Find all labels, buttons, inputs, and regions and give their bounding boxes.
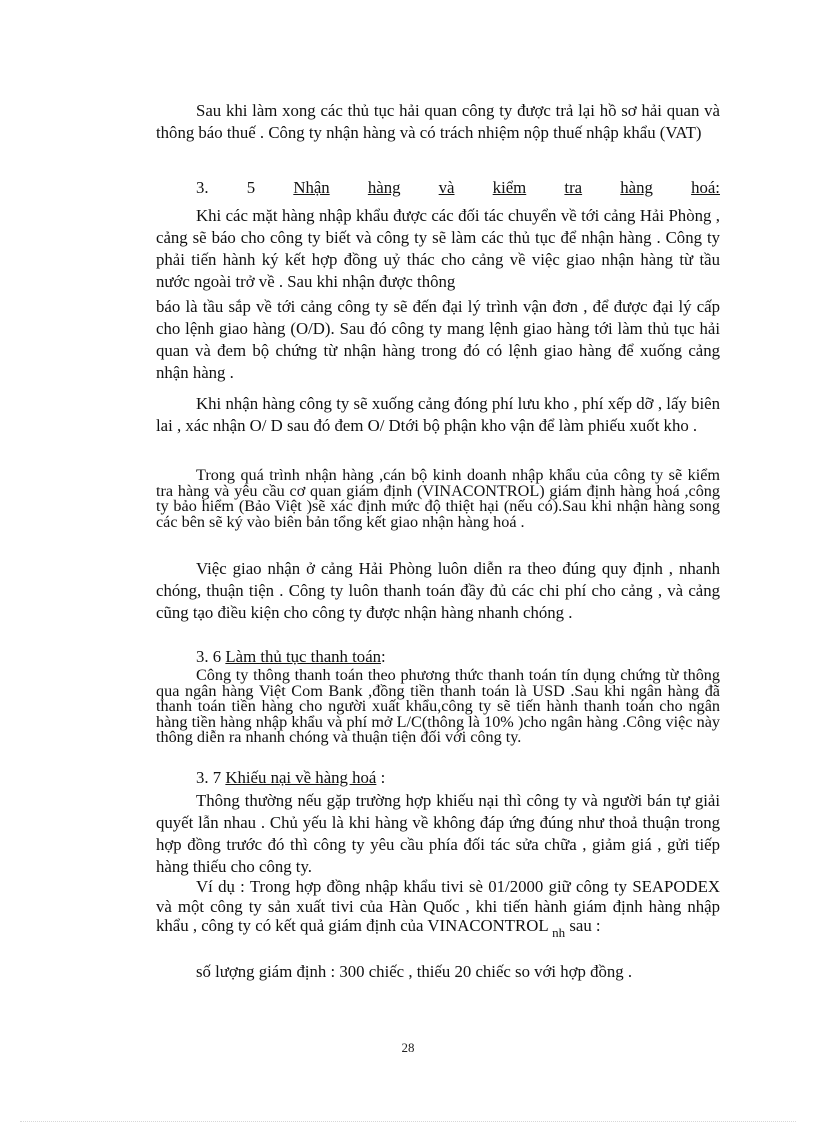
paragraph-inspection-result: số lượng giám định : 300 chiếc , thiếu 20 chiếc so với hợp đồng . — [196, 962, 633, 981]
paragraph-goods-arrival: Khi các mặt hàng nhập khẩu được các đối tác chuyển về tới cảng Hải Phòng , cảng sẽ báo cho công ty biết và công ty sẽ làm các thủ tục để nhận hàng . Công ty phải tiến hành ký kết hợp đồng uỷ thác cho cảng về việc giao nhận hàng từ tầu nước ngoài trở về . Sau khi nhận được thông — [156, 206, 720, 291]
paragraph-delivery-order: báo là tầu sắp về tới cảng công ty sẽ đến đại lý trình vận đơn , để được đại lý cấp cho lệnh giao hàng (O/D). Sau đó công ty mang lệnh giao hàng tới làm thủ tục hải quan và đem bộ chứng từ nhận hàng trong đó có lệnh giao hàng để xuống cảng nhận hàng . — [156, 297, 720, 382]
paragraph-inspection: Trong quá trình nhận hàng ,cán bộ kinh doanh nhập khẩu của công ty sẽ kiểm tra hàng và yêu cầu cơ quan giám định (VINACONTROL) giám định hàng hoá ,công ty bảo hiểm (Bảo Việt )sẽ xác định mức độ thiệt hại (nếu có).Sau khi nhận hàng song các bên sẽ ký vào biên bản tổng kết giao nhận hàng hoá . — [156, 466, 720, 531]
heading-3-5-receive-inspect-goods: 3. 5 Nhận hàng và kiểm tra hàng hoá: — [196, 178, 720, 197]
paragraph-claims-general: Thông thường nếu gặp trường hợp khiếu nại thì công ty và người bán tự giải quyết lẫn nhau . Chủ yếu là khi hàng về không đáp ứng đúng như thoả thuận trong hợp đồng trước đó thì công ty yêu cầu phía đối tác sửa chữa , giảm giá , gửi tiếp hàng thiếu cho công ty. — [156, 791, 720, 876]
heading-3-6-payment: 3. 6 Làm thủ tục thanh toán: — [196, 647, 386, 666]
paragraph-customs-completion: Sau khi làm xong các thủ tục hải quan công ty được trả lại hồ sơ hải quan và thông báo thuế . Công ty nhận hàng và có trách nhiệm nộp thuế nhập khẩu (VAT) — [156, 101, 720, 142]
heading-3-7-claims: 3. 7 Khiếu nại về hàng hoá : — [196, 768, 386, 787]
page-bottom-divider — [20, 1121, 796, 1122]
page-number: 28 — [401, 1040, 415, 1055]
paragraph-payment-method: Công ty thông thanh toán theo phương thức thanh toán tín dụng chứng từ thông qua ngân hàng Việt Com Bank ,đồng tiền thanh toán là USD .Sau khi ngân hàng đã thanh toán tiền hàng cho người xuất khẩu,công ty sẽ tiến hành thanh toán cho ngân hàng tiền hàng nhập khẩu và phí mở L/C(thông là 10% )cho ngân hàng .Công việc này thông diễn ra nhanh chóng và thuận tiện đối với công ty. — [156, 666, 720, 746]
paragraph-port-delivery: Việc giao nhận ở cảng Hải Phòng luôn diễn ra theo đúng quy định , nhanh chóng, thuận tiện . Công ty luôn thanh toán đầy đủ các chi phí cho cảng , và cảng cũng tạo điều kiện cho công ty được nhận hàng nhanh chóng . — [156, 559, 720, 622]
paragraph-example-contract: Ví dụ : Trong hợp đồng nhập khẩu tivi sè 01/2000 giữ công ty SEAPODEX và một công ty sản xuất tivi của Hàn Quốc , khi tiến hành giám định hàng nhập khẩu , công ty có kết quả giám định của VINACONTROL $_{nh}$ sau : — [156, 877, 720, 940]
paragraph-storage-fees: Khi nhận hàng công ty sẽ xuống cảng đóng phí lưu kho , phí xếp dỡ , lấy biên lai , xác nhận O/ D sau đó đem O/ Dtới bộ phận kho vận để làm phiếu xuốt kho . — [156, 394, 720, 435]
